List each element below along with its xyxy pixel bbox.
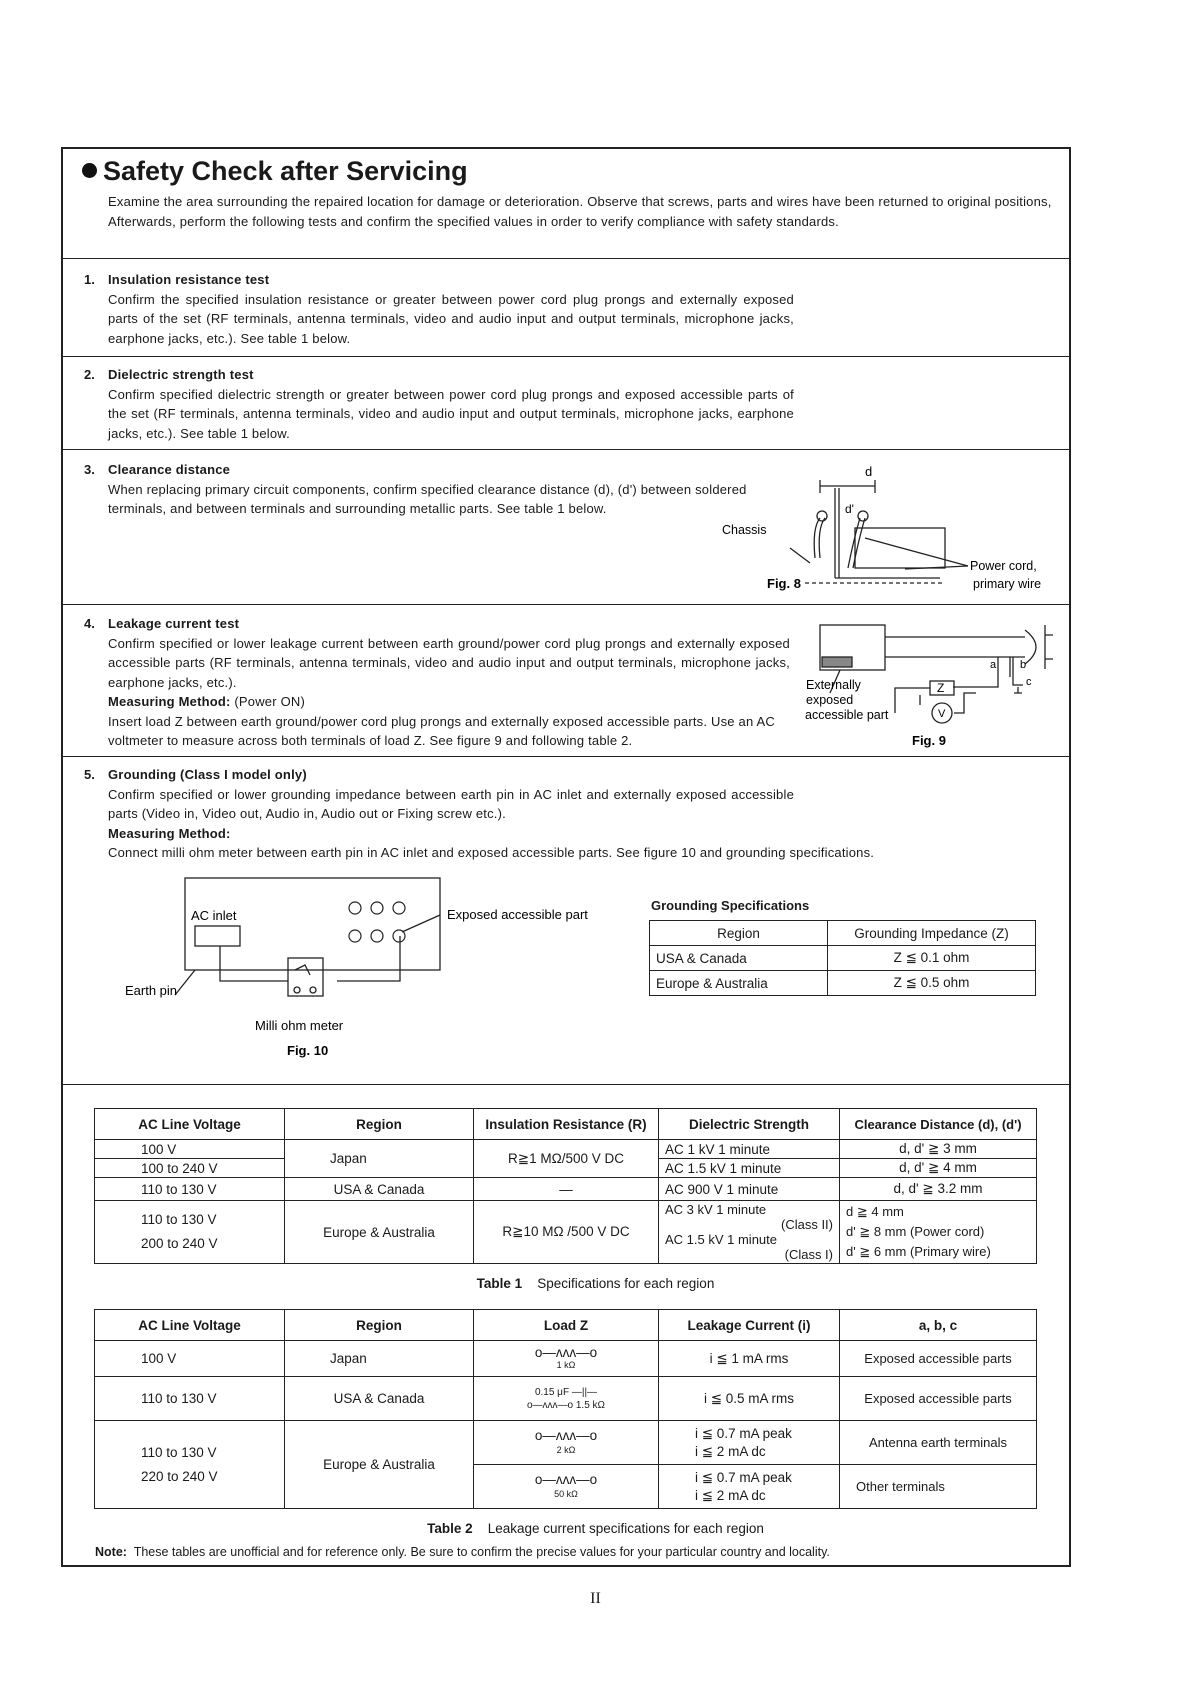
fig8-dprime-label: d' [845,502,854,516]
section-body: Confirm specified dielectric strength or greater between power cord plug prongs and exposed accessible parts of the set (RF terminals, antenna terminals, video and audio input and output terminals, microphone jacks, earphone jacks, etc.). See table 1 below. [108,386,794,441]
cell: R≧1 MΩ/500 V DC [474,1140,659,1178]
note-label: Note: [95,1545,127,1559]
header-cell: Load Z [474,1310,659,1341]
divider [61,356,1071,357]
header-cell: Grounding Impedance (Z) [828,921,1036,946]
resistor-icon: o—ʌʌʌ—o [534,1427,598,1443]
fig10-earth-pin-label: Earth pin [125,983,178,998]
table-row [95,1377,1037,1421]
section-body-2: Connect milli ohm meter between earth pin in AC inlet and exposed accessible parts. See figure 10 and grounding specifications. [108,845,875,860]
cell: — [474,1178,659,1201]
divider [61,258,1071,259]
page-title [82,156,468,187]
cell-line: d' ≧ 6 mm (Primary wire) [846,1244,991,1259]
cell [659,1421,840,1465]
resistor-icon: o—ʌʌʌ—o [534,1471,598,1487]
cell-line: d ≧ 4 mm [846,1204,904,1219]
cell: AC 900 V 1 minute [659,1178,840,1201]
cell-line: i ≦ 2 mA dc [695,1443,766,1459]
capacitor-icon: —||— [571,1386,598,1398]
resistor-icon: o—ʌʌʌ—o [534,1344,598,1360]
cell-line: AC 3 kV 1 minute [665,1202,767,1217]
cell [659,1465,840,1509]
title-text: Safety Check after Servicing [103,156,468,186]
cell: R≧10 MΩ /500 V DC [474,1201,659,1264]
cell [659,1201,840,1264]
cell: AC 1 kV 1 minute [659,1140,840,1159]
cell: Japan [285,1341,474,1377]
cell-line: AC 1.5 kV 1 minute [665,1232,777,1247]
table1-specifications [94,1108,1037,1264]
fig8-chassis-label: Chassis [722,523,767,537]
table-row [650,946,1036,971]
fig9-v-label: V [938,708,946,720]
header-cell: a, b, c [840,1310,1037,1341]
load-value: 50 kΩ [554,1488,578,1499]
fig9-a-label: a [990,659,997,671]
cell: i ≦ 1 mA rms [659,1341,840,1377]
divider [61,756,1071,757]
header-cell: Region [285,1109,474,1140]
header-cell: AC Line Voltage [95,1310,285,1341]
section-body: When replacing primary circuit components, confirm specified clearance distance (d), (d') between soldered terminals, and between terminals and surrounding metallic parts. See table 1 below. [108,481,747,516]
fig9-b-label: b [1020,659,1027,671]
cell: Other terminals [840,1465,1037,1509]
section-clearance [108,460,798,519]
cell: USA & Canada [650,946,828,971]
grounding-spec-title: Grounding Specifications [651,898,810,913]
fig8-d-label: d [865,464,873,479]
table2-leakage [94,1309,1037,1509]
fig10-ac-inlet-label: AC inlet [191,908,237,923]
cell [95,1201,285,1264]
cell: d, d' ≧ 3 mm [840,1140,1037,1159]
fig9-ext-label-1: Externally [806,678,861,692]
header-cell: Dielectric Strength [659,1109,840,1140]
cell [474,1465,659,1509]
divider [61,604,1071,605]
section-heading: Leakage current test [108,616,240,631]
fig10-caption: Fig. 10 [287,1043,329,1058]
fig9-caption: Fig. 9 [912,733,946,748]
caption-label: Table 1 [476,1276,523,1291]
section-body: Confirm specified or lower leakage current between earth ground/power cord plug prongs and externally exposed accessible parts (RF terminals, antenna terminals, video and audio input and output terminals, microphone jacks, earphone jacks, etc.). [108,635,790,690]
section-number: 1. [84,272,95,287]
cell-line: 110 to 130 V [141,1212,217,1227]
table1-caption [0,1276,1191,1291]
fig9-c-label: c [1026,676,1032,688]
header-cell: Region [650,921,828,946]
header-cell: Region [285,1310,474,1341]
capacitor-value: 0.15 μF [534,1386,570,1398]
method-label: Measuring Method: [108,694,231,709]
fig10-exposed-label: Exposed accessible part [447,907,588,922]
note [95,1545,830,1559]
fig9-z-label: Z [937,681,945,695]
load-value: 1.5 kΩ [575,1399,606,1411]
resistor-icon: o—ʌʌʌ—o [526,1399,574,1411]
table-row [650,971,1036,996]
cell: Exposed accessible parts [840,1377,1037,1421]
note-text: These tables are unofficial and for reference only. Be sure to confirm the precise values for your particular country and locality. [133,1545,830,1559]
cell: 110 to 130 V [95,1377,285,1421]
fig9-ext-label-2: exposed [806,693,854,707]
cell-line: i ≦ 0.7 mA peak [695,1425,792,1441]
cell: AC 1.5 kV 1 minute [659,1159,840,1178]
table-header-row [650,921,1036,946]
header-cell: Leakage Current (i) [659,1310,840,1341]
section-heading: Clearance distance [108,462,231,477]
table-row [95,1421,1037,1465]
table-row [95,1201,1037,1264]
divider [61,449,1071,450]
cell-line: d' ≧ 8 mm (Power cord) [846,1224,985,1239]
method-label: Measuring Method: [108,825,231,841]
fig10-grounding-diagram [115,870,635,1065]
header-cell: Clearance Distance (d), (d') [840,1109,1037,1140]
section-body: Confirm the specified insulation resistance or greater between power cord plug prongs and externally exposed parts of the set (RF terminals, antenna terminals, video and audio input and output terminals, microphone jacks, earphone jacks, etc.). See table 1 below. [108,291,794,346]
table-header-row [95,1109,1037,1140]
fig8-clearance-diagram [720,458,1070,598]
load-value: 1 kΩ [556,1359,576,1370]
fig10-meter-label: Milli ohm meter [255,1018,344,1033]
cell: Europe & Australia [285,1421,474,1509]
caption-label: Table 2 [427,1521,473,1536]
section-number: 4. [84,616,95,631]
cell: Europe & Australia [650,971,828,996]
caption-text: Leakage current specifications for each region [487,1521,764,1536]
cell: 110 to 130 V [95,1178,285,1201]
section-insulation [108,270,794,348]
cell: Europe & Australia [285,1201,474,1264]
cell-line: i ≦ 0.7 mA peak [695,1469,792,1485]
section-leakage [108,614,790,751]
cell [474,1377,659,1421]
page-number: II [590,1590,601,1607]
intro-text: Examine the area surrounding the repaired location for damage or deterioration. Observe that screws, parts and wires have been returned to original positions, Afterwards, perform the following tests and confirm the specified values in order to verify compliance with safety standards. [108,194,1052,229]
cell: 100 V [95,1140,285,1159]
cell [95,1421,285,1509]
section-heading: Insulation resistance test [108,272,270,287]
cell: d, d' ≧ 4 mm [840,1159,1037,1178]
section-grounding [108,765,1058,863]
section-heading: Dielectric strength test [108,367,254,382]
fig9-leakage-diagram [800,615,1070,755]
load-value: 2 kΩ [556,1444,576,1455]
cell-line: 200 to 240 V [141,1236,218,1251]
cell: Japan [285,1140,474,1178]
fig8-power-label: Power cord, [970,559,1037,573]
section-body: Confirm specified or lower grounding impedance between earth pin in AC inlet and externally exposed accessible parts (Video in, Video out, Audio in, Audio out or Fixing screw etc.). [108,786,794,821]
cell [474,1341,659,1377]
cell [474,1421,659,1465]
cell: Z ≦ 0.5 ohm [828,971,1036,996]
cell-line: (Class II) [781,1217,833,1232]
table-row [95,1178,1037,1201]
cell-line: (Class I) [784,1247,833,1262]
table-row [95,1341,1037,1377]
fig9-ext-label-3: accessible part [805,708,889,722]
cell: USA & Canada [285,1377,474,1421]
section-body-2: Insert load Z between earth ground/power cord plug prongs and externally exposed accessible parts. Use an AC voltmeter to measure across both terminals of load Z. See figure 9 and following table 2. [108,713,775,748]
cell: i ≦ 0.5 mA rms [659,1377,840,1421]
section-number: 2. [84,367,95,382]
table-row [95,1140,1037,1159]
header-cell: Insulation Resistance (R) [474,1109,659,1140]
header-cell: AC Line Voltage [95,1109,285,1140]
cell: USA & Canada [285,1178,474,1201]
cell: 100 V [95,1341,285,1377]
section-number: 3. [84,462,95,477]
section-dielectric [108,365,794,443]
method-value: (Power ON) [234,694,306,709]
bullet-icon [82,163,97,178]
table2-caption [0,1521,1191,1536]
cell: Exposed accessible parts [840,1341,1037,1377]
fig8-caption: Fig. 8 [767,576,801,591]
cell: Z ≦ 0.1 ohm [828,946,1036,971]
divider [61,1084,1071,1085]
cell [840,1201,1037,1264]
cell: d, d' ≧ 3.2 mm [840,1178,1037,1201]
caption-text: Specifications for each region [537,1276,715,1291]
section-number: 5. [84,767,95,782]
cell-line: 110 to 130 V [141,1444,217,1460]
cell: Antenna earth terminals [840,1421,1037,1465]
grounding-spec-table [649,920,1036,996]
section-heading: Grounding (Class I model only) [108,767,307,782]
cell-line: i ≦ 2 mA dc [695,1487,766,1503]
table-header-row [95,1310,1037,1341]
fig8-wire-label: primary wire [973,577,1042,591]
cell: 100 to 240 V [95,1159,285,1178]
cell-line: 220 to 240 V [141,1468,218,1484]
